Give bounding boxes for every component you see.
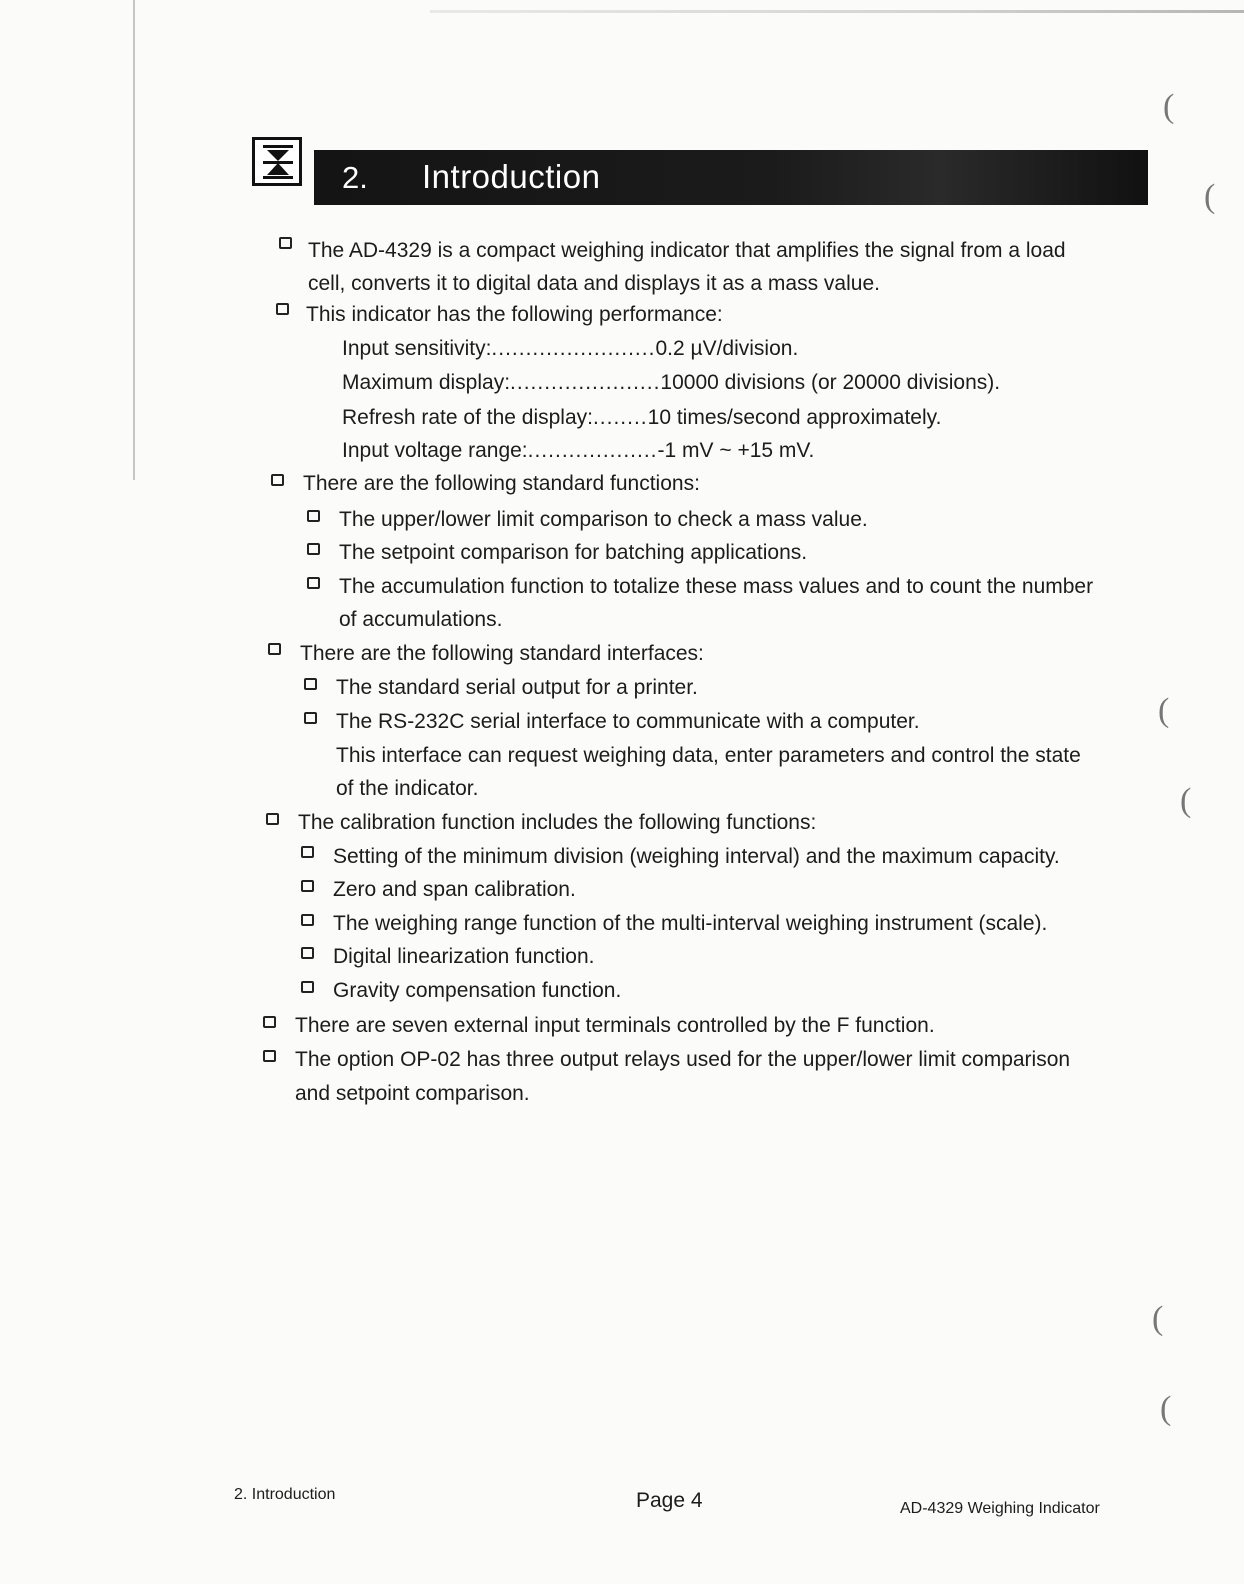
section-title: Introduction: [422, 158, 601, 195]
binder-hole-mark: (: [1180, 782, 1192, 819]
section-heading: [248, 136, 1148, 205]
binder-hole-mark: (: [1158, 692, 1170, 729]
page-number: Page 4: [636, 1489, 703, 1512]
interface-item-continued: of the indicator.: [336, 777, 479, 800]
spec-dots: ........................: [491, 337, 656, 360]
square-bullet-icon: [263, 1050, 276, 1062]
square-bullet-icon: [307, 577, 320, 589]
spec-row: [342, 332, 798, 365]
calibration-item: Digital linearization function.: [333, 945, 595, 968]
spec-row: [342, 366, 1000, 399]
function-item: The setpoint comparison for batching applications.: [339, 541, 808, 564]
calibration-item: Gravity compensation function.: [333, 979, 622, 1002]
spec-value: 0.2 µV/division.: [655, 337, 799, 360]
function-item: The accumulation function to totalize these mass values and to count the number: [339, 575, 1094, 598]
square-bullet-icon: [279, 237, 292, 249]
collapse-arrow-icon: [252, 137, 302, 186]
square-bullet-icon: [276, 303, 289, 315]
square-bullet-icon: [263, 1016, 276, 1028]
spec-row: [342, 434, 814, 467]
spec-dots: ...................: [527, 439, 658, 462]
section-number: 2.: [342, 160, 368, 195]
spec-dots: ......................: [510, 371, 661, 394]
title-bar: [314, 150, 1148, 205]
option-text: The option OP-02 has three output relays used for the upper/lower limit comparison: [295, 1048, 1071, 1071]
interface-item: The RS-232C serial interface to communicate with a computer.: [336, 710, 920, 733]
binder-hole-mark: (: [1152, 1300, 1164, 1337]
scan-margin-line: [133, 0, 135, 480]
interfaces-intro: There are the following standard interfaces:: [300, 642, 704, 665]
function-item: The upper/lower limit comparison to check a mass value.: [339, 508, 868, 531]
binder-hole-mark: (: [1204, 178, 1216, 215]
footer-product: AD-4329 Weighing Indicator: [900, 1500, 1100, 1517]
square-bullet-icon: [307, 543, 320, 555]
binder-hole-mark: (: [1163, 88, 1175, 125]
square-bullet-icon: [307, 510, 320, 522]
calibration-item: Setting of the minimum division (weighing interval) and the maximum capacity.: [333, 845, 1060, 868]
spec-label: Refresh rate of the display:: [342, 406, 593, 429]
footer-section: 2. Introduction: [234, 1486, 336, 1503]
spec-row: [342, 401, 941, 434]
square-bullet-icon: [301, 914, 314, 926]
spec-label: Input sensitivity:: [342, 337, 492, 360]
square-bullet-icon: [304, 712, 317, 724]
calibration-item: The weighing range function of the multi-interval weighing instrument (scale).: [333, 912, 1048, 935]
binder-hole-mark: (: [1160, 1390, 1172, 1427]
option-text: and setpoint comparison.: [295, 1082, 530, 1105]
spec-value: 10 times/second approximately.: [647, 406, 942, 429]
square-bullet-icon: [266, 813, 279, 825]
square-bullet-icon: [268, 643, 281, 655]
interface-item: The standard serial output for a printer.: [336, 676, 698, 699]
intro-text: The AD-4329 is a compact weighing indicator that amplifies the signal from a load: [308, 239, 1066, 262]
square-bullet-icon: [301, 981, 314, 993]
intro-text: cell, converts it to digital data and displays it as a mass value.: [308, 272, 880, 295]
scan-top-edge: [430, 10, 1244, 13]
performance-intro: This indicator has the following performance:: [306, 303, 723, 326]
function-item-continued: of accumulations.: [339, 608, 503, 631]
external-inputs-text: There are seven external input terminals controlled by the F function.: [295, 1014, 935, 1037]
spec-value: 10000 divisions (or 20000 divisions).: [660, 371, 1001, 394]
square-bullet-icon: [271, 474, 284, 486]
spec-dots: ........: [592, 406, 648, 429]
square-bullet-icon: [304, 678, 317, 690]
spec-label: Input voltage range:: [342, 439, 528, 462]
interface-item-continued: This interface can request weighing data, enter parameters and control the state: [336, 744, 1081, 767]
functions-intro: There are the following standard functions:: [303, 472, 700, 495]
calibration-item: Zero and span calibration.: [333, 878, 576, 901]
spec-value: -1 mV ~ +15 mV.: [657, 439, 815, 462]
square-bullet-icon: [301, 880, 314, 892]
square-bullet-icon: [301, 947, 314, 959]
square-bullet-icon: [301, 846, 314, 858]
spec-label: Maximum display:: [342, 371, 511, 394]
calibration-intro: The calibration function includes the following functions:: [298, 811, 817, 834]
